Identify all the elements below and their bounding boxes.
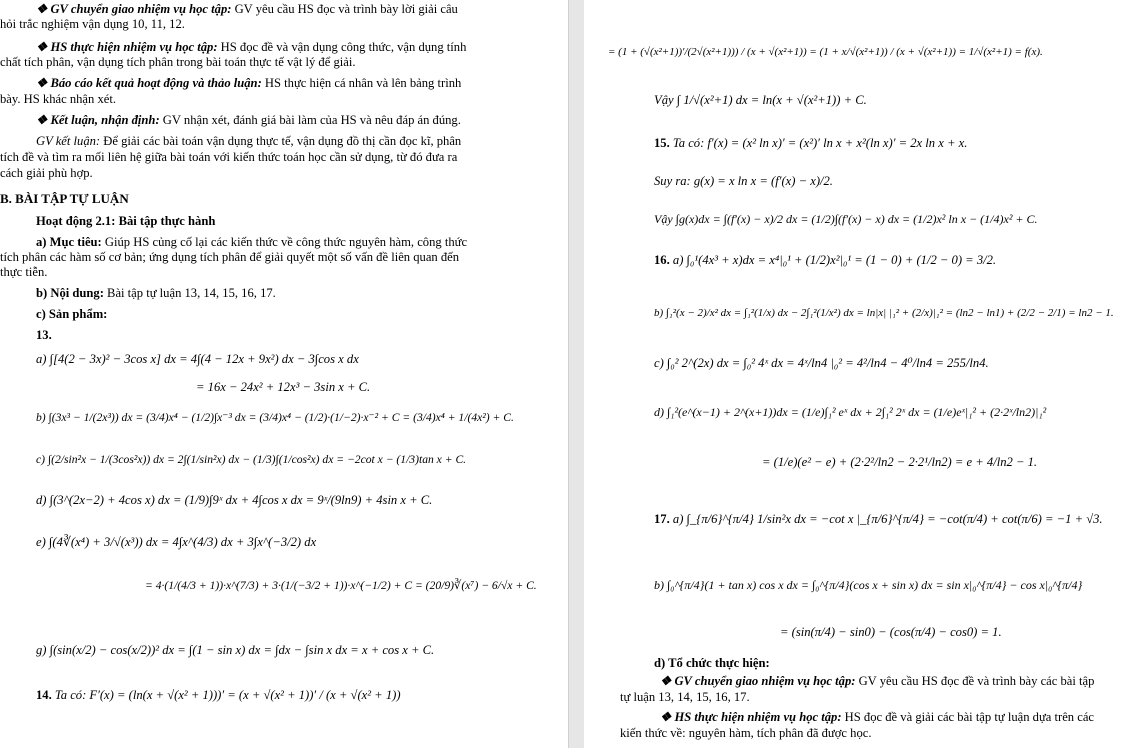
formula-17b-line1: b) ∫₀^{π/4}(1 + tan x) cos x dx = ∫₀^{π/4}(cos x + sin x) dx = sin x|₀^{π/4} − cos x|₀^{π/4} <box>654 578 1083 592</box>
gv-conclusion-label: GV kết luận: <box>36 134 101 148</box>
exercise-17-number: 17. <box>654 512 670 526</box>
formula-13a-line2: = 16x − 24x² + 12x³ − 3sin x + C. <box>196 380 371 394</box>
formula-15-line3: Vậy ∫g(x)dx = ∫(f′(x) − x)/2 dx = (1/2)∫(f′(x) − x) dx = (1/2)x² ln x − (1/4)x² + C. <box>654 212 1038 226</box>
conclusion-label: ❖ Kết luận, nhận định: <box>36 113 160 127</box>
gv-task-label: ❖ GV chuyển giao nhiệm vụ học tập: <box>36 2 232 16</box>
formula-13b: b) ∫(3x³ − 1/(2x³)) dx = (3/4)x⁴ − (1/2)∫x⁻³ dx = (3/4)x⁴ − (1/2)·(1/−2)·x⁻² + C = (3/4)x⁴ + 1/(4x²) + C. <box>36 411 514 424</box>
hs-task-label-2: ❖ HS thực hiện nhiệm vụ học tập: <box>660 710 842 724</box>
hs-task-text: HS đọc đề và vận dụng công thức, vận dụng tính <box>217 40 467 54</box>
gv-conclusion-cont1: tích đề và tìm ra mối liên hệ giữa bài toán với kiến thức toán học cần sử dụng, từ đó đưa ra <box>0 150 458 164</box>
conclusion-text: GV nhận xét, đánh giá bài làm của HS và nêu đáp án đúng. <box>159 113 461 127</box>
conclusion-line <box>36 113 461 128</box>
product-label: c) Sản phẩm: <box>36 307 108 321</box>
report-label: ❖ Báo cáo kết quả hoạt động và thảo luận: <box>36 76 262 90</box>
exercise-14-number: 14. <box>36 688 52 702</box>
exercise-16-line <box>654 253 996 268</box>
content-label: b) Nội dung: <box>36 286 104 300</box>
formula-16a: a) ∫₀¹(4x³ + x)dx = x⁴|₀¹ + (1/2)x²|₀¹ = (1 − 0) + (1/2 − 0) = 3/2. <box>669 253 997 267</box>
activity-heading: Hoạt động 2.1: Bài tập thực hành <box>36 214 216 228</box>
formula-16b: b) ∫₁²(x − 2)/x² dx = ∫₁²(1/x) dx − 2∫₁²(1/x²) dx = ln|x| |₁² + (2/x)|₁² = (ln2 − ln1) + (2/2 − 2/1) = ln2 − 1. <box>654 307 1114 319</box>
exercise-13-number: 13. <box>36 328 52 342</box>
objective-cont2: thực tiễn. <box>0 265 48 279</box>
exercise-15-number: 15. <box>654 136 670 150</box>
formula-13g: g) ∫(sin(x/2) − cos(x/2))² dx = ∫(1 − sin x) dx = ∫dx − ∫sin x dx = x + cos x + C. <box>36 643 435 657</box>
formula-17b-line2: = (sin(π/4) − sin0) − (cos(π/4) − cos0) = 1. <box>780 625 1002 639</box>
formula-13e-line2: = 4·(1/(4/3 + 1))·x^(7/3) + 3·(1/(−3/2 + 1))·x^(−1/2) + C = (20/9)∛(x⁷) − 6/√x + C. <box>145 579 537 592</box>
formula-16d-line2: = (1/e)(e² − e) + (2·2²/ln2 − 2·2¹/ln2) = e + 4/ln2 − 1. <box>762 455 1038 469</box>
report-line <box>36 76 461 91</box>
gv-task-text-2: GV yêu cầu HS đọc đề và trình bày các bài tập <box>855 674 1095 688</box>
gv-task-label-2: ❖ GV chuyển giao nhiệm vụ học tập: <box>660 674 856 688</box>
formula-15-line1: Ta có: f′(x) = (x² ln x)′ = (x²)′ ln x + x²(ln x)′ = 2x ln x + x. <box>669 136 968 150</box>
formula-14-cont: = (1 + (√(x²+1))′/(2√(x²+1))) / (x + √(x²+1)) = (1 + x/√(x²+1)) / (x + √(x²+1)) = 1/√(x²+1) = f(x). <box>608 46 1043 58</box>
formula-16d-line1: d) ∫₁²(e^(x−1) + 2^(x+1))dx = (1/e)∫₁² eˣ dx + 2∫₁² 2ˣ dx = (1/e)eˣ|₁² + (2·2ˣ/ln2)|₁² <box>654 405 1047 419</box>
formula-13a-line1: a) ∫[4(2 − 3x)² − 3cos x] dx = 4∫(4 − 12x + 9x²) dx − 3∫cos x dx <box>36 352 359 366</box>
gv-conclusion-line <box>36 134 461 149</box>
exercise-14-line <box>36 688 401 703</box>
gv-task-cont-2: tự luận 13, 14, 15, 16, 17. <box>620 690 750 704</box>
formula-16c: c) ∫₀² 2^(2x) dx = ∫₀² 4ˣ dx = 4ˣ/ln4 |₀² = 4²/ln4 − 4⁰/ln4 = 255/ln4. <box>654 356 989 370</box>
gv-conclusion-cont2: cách giải phù hợp. <box>0 166 93 180</box>
hs-task-text-2: HS đọc đề và giải các bài tập tự luận dựa trên các <box>841 710 1095 724</box>
objective-cont1: tích phân các hàm số cơ bản; ứng dụng tích phân để giải quyết một số vấn đề liên quan đến <box>0 250 460 264</box>
gv-conclusion-text: Để giải các bài toán vận dụng thực tế, vận dụng đồ thị cần đọc kĩ, phân <box>100 134 462 148</box>
hs-task-cont-2: kiến thức về: nguyên hàm, tích phân đã được học. <box>620 726 872 740</box>
gv-task-line <box>36 2 458 17</box>
gv-task-cont: hỏi trắc nghiệm vận dụng 10, 11, 12. <box>0 17 185 31</box>
hs-task-cont: chất tích phân, vận dụng tích phân trong bài toán thực tế vật lý để giải. <box>0 55 356 69</box>
gv-task-text: GV yêu cầu HS đọc và trình bày lời giải câu <box>231 2 458 16</box>
right-page <box>584 0 1137 748</box>
formula-14: Ta có: F′(x) = (ln(x + √(x² + 1)))′ = (x + √(x² + 1))′ / (x + √(x² + 1)) <box>51 688 401 702</box>
hs-task-label: ❖ HS thực hiện nhiệm vụ học tập: <box>36 40 218 54</box>
report-cont: bày. HS khác nhận xét. <box>0 92 116 106</box>
objective-text: Giúp HS củng cố lại các kiến thức về công thức nguyên hàm, công thức <box>101 235 468 249</box>
formula-13c: c) ∫(2/sin²x − 1/(3cos²x)) dx = 2∫(1/sin²x) dx − (1/3)∫(1/cos²x) dx = −2cot x − (1/3)tan x + C. <box>36 453 467 466</box>
formula-13e-line1: e) ∫(4∛(x⁴) + 3/√(x³)) dx = 4∫x^(4/3) dx + 3∫x^(−3/2) dx <box>36 535 317 549</box>
content-line <box>36 286 276 301</box>
exercise-15-line <box>654 136 967 151</box>
exercise-17-line <box>654 512 1103 527</box>
formula-15-line2: Suy ra: g(x) = x ln x = (f′(x) − x)/2. <box>654 174 833 188</box>
formula-17a: a) ∫_{π/6}^{π/4} 1/sin²x dx = −cot x |_{π/6}^{π/4} = −cot(π/4) + cot(π/6) = −1 + √3. <box>669 512 1103 526</box>
organization-heading: d) Tổ chức thực hiện: <box>654 656 770 670</box>
formula-13d: d) ∫(3^(2x−2) + 4cos x) dx = (1/9)∫9ˣ dx + 4∫cos x dx = 9ˣ/(9ln9) + 4sin x + C. <box>36 493 433 507</box>
content-text: Bài tập tự luận 13, 14, 15, 16, 17. <box>103 286 276 300</box>
left-page <box>0 0 568 748</box>
formula-14-result: Vậy ∫ 1/√(x²+1) dx = ln(x + √(x²+1)) + C. <box>654 93 867 107</box>
section-heading: B. BÀI TẬP TỰ LUẬN <box>0 191 129 206</box>
hs-task-line <box>36 40 466 55</box>
gv-task-line-2 <box>660 674 1094 689</box>
report-text: HS thực hiện cá nhân và lên bảng trình <box>261 76 462 90</box>
hs-task-line-2 <box>660 710 1094 725</box>
exercise-16-number: 16. <box>654 253 670 267</box>
objective-label: a) Mục tiêu: <box>36 235 102 249</box>
objective-line <box>36 235 467 250</box>
